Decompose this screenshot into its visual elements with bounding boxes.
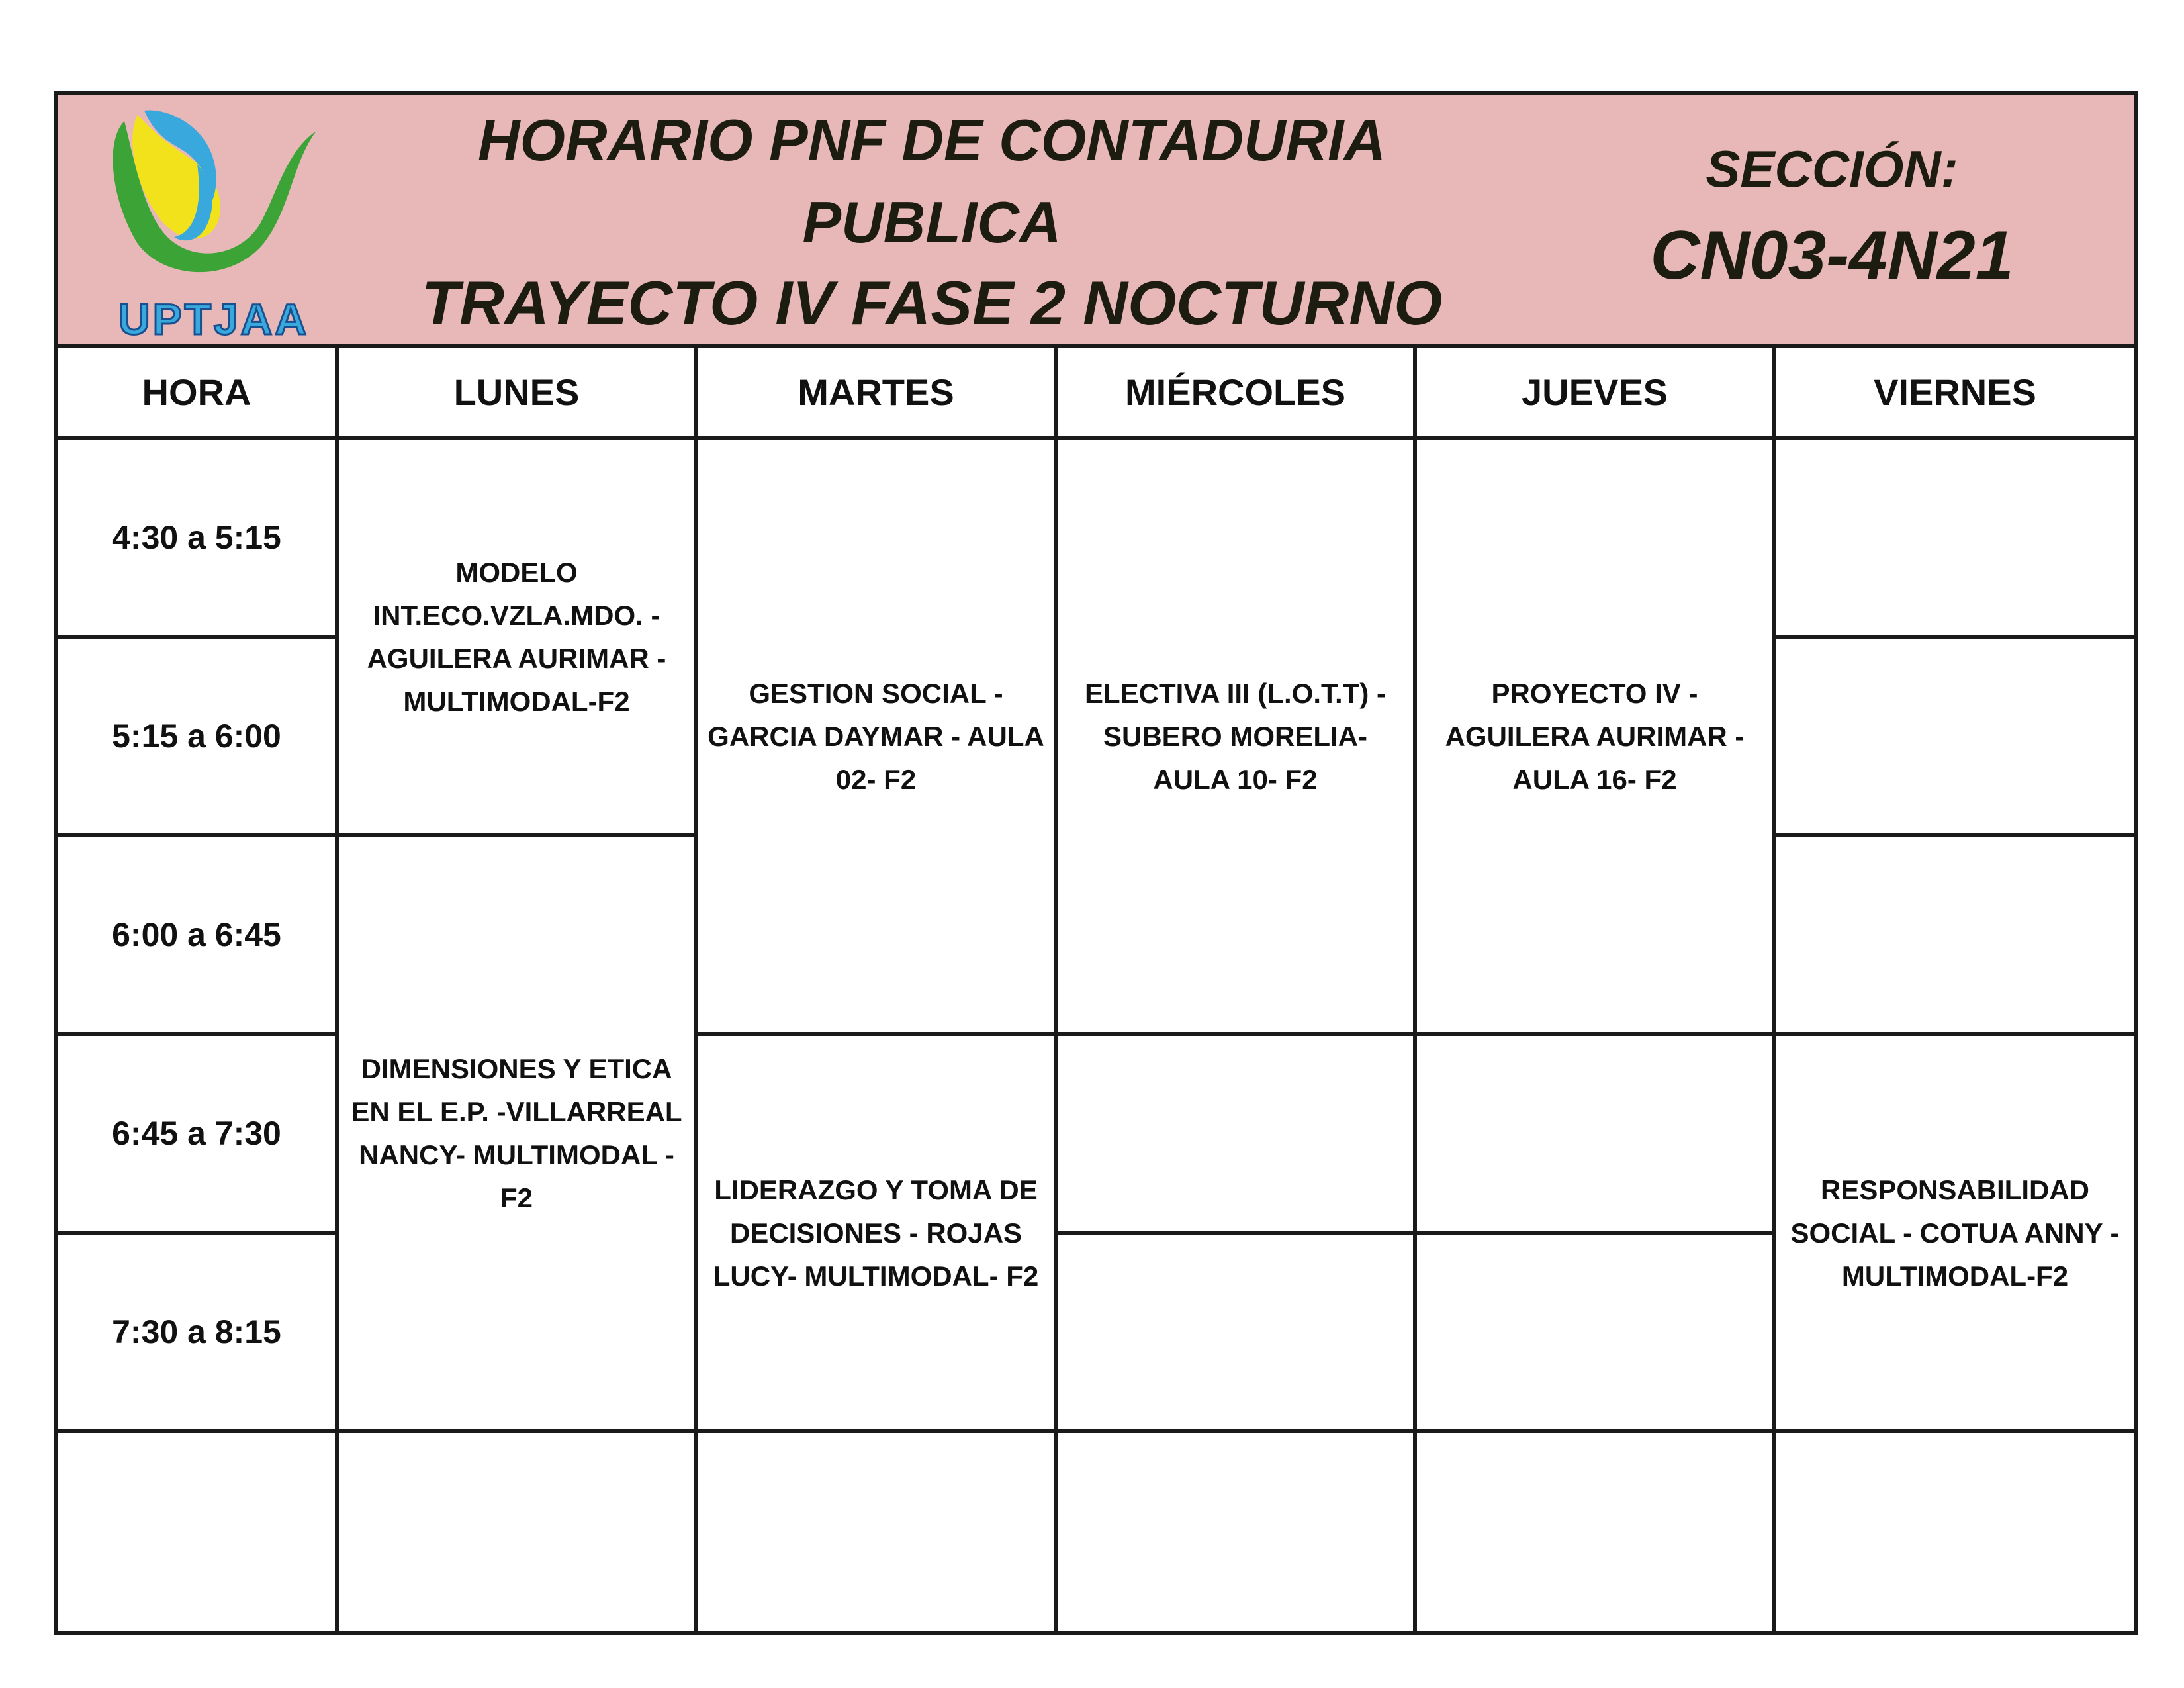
class-miercoles-electiva: ELECTIVA III (L.O.T.T) - SUBERO MORELIA-AULA 10- F2 <box>1058 440 1417 1036</box>
hour-cell: 4:30 a 5:15 <box>58 440 339 639</box>
column-header-miercoles: MIÉRCOLES <box>1058 348 1417 440</box>
column-header-hora: HORA <box>58 348 339 440</box>
schedule-table <box>54 91 2138 1635</box>
hour-cell: 5:15 a 6:00 <box>58 639 339 837</box>
empty-cell <box>339 1433 698 1631</box>
empty-cell <box>1058 1235 1417 1433</box>
title-line-2: PUBLICA <box>802 189 1062 255</box>
class-jueves-proyecto: PROYECTO IV - AGUILERA AURIMAR - AULA 16- F2 <box>1417 440 1776 1036</box>
column-header-lunes: LUNES <box>339 348 698 440</box>
title-line-3: TRAYECTO IV FASE 2 NOCTURNO <box>421 268 1443 338</box>
empty-cell <box>1058 1433 1417 1631</box>
empty-cell <box>1417 1036 1776 1235</box>
hour-cell: 6:45 a 7:30 <box>58 1036 339 1235</box>
column-header-jueves: JUEVES <box>1417 348 1776 440</box>
class-martes-gestion-social: GESTION SOCIAL - GARCIA DAYMAR - AULA 02- F2 <box>698 440 1058 1036</box>
column-header-martes: MARTES <box>698 348 1058 440</box>
empty-cell <box>1776 639 2134 837</box>
class-lunes-dimensiones: DIMENSIONES Y ETICA EN EL E.P. -VILLARREAL NANCY- MULTIMODAL - F2 <box>339 837 698 1433</box>
section-code: CN03-4N21 <box>1650 217 2014 294</box>
empty-cell <box>1776 1433 2134 1631</box>
hour-cell: 7:30 a 8:15 <box>58 1235 339 1433</box>
logo-text: UPTJAA <box>118 295 310 344</box>
class-martes-liderazgo: LIDERAZGO Y TOMA DE DECISIONES - ROJAS LUCY- MULTIMODAL- F2 <box>698 1036 1058 1433</box>
header-band <box>58 95 2134 348</box>
empty-cell <box>1417 1235 1776 1433</box>
empty-cell <box>698 1433 1058 1631</box>
uptjaa-logo-icon <box>98 101 323 346</box>
class-lunes-modelo: MODELO INT.ECO.VZLA.MDO. - AGUILERA AURIMAR - MULTIMODAL-F2 <box>339 440 698 837</box>
hour-cell: 6:00 a 6:45 <box>58 837 339 1036</box>
empty-cell <box>1058 1036 1417 1235</box>
empty-cell <box>1417 1433 1776 1631</box>
title-line-1: HORARIO PNF DE CONTADURIA <box>477 107 1387 173</box>
section-label: SECCIÓN: <box>1706 140 1958 198</box>
column-header-viernes: VIERNES <box>1776 348 2134 440</box>
class-viernes-responsabilidad: RESPONSABILIDAD SOCIAL - COTUA ANNY - MULTIMODAL-F2 <box>1776 1036 2134 1433</box>
uptjaa-logo <box>98 101 323 346</box>
empty-cell <box>1776 837 2134 1036</box>
empty-cell <box>1776 440 2134 639</box>
schedule-grid <box>58 348 2134 1631</box>
empty-cell <box>58 1433 339 1631</box>
